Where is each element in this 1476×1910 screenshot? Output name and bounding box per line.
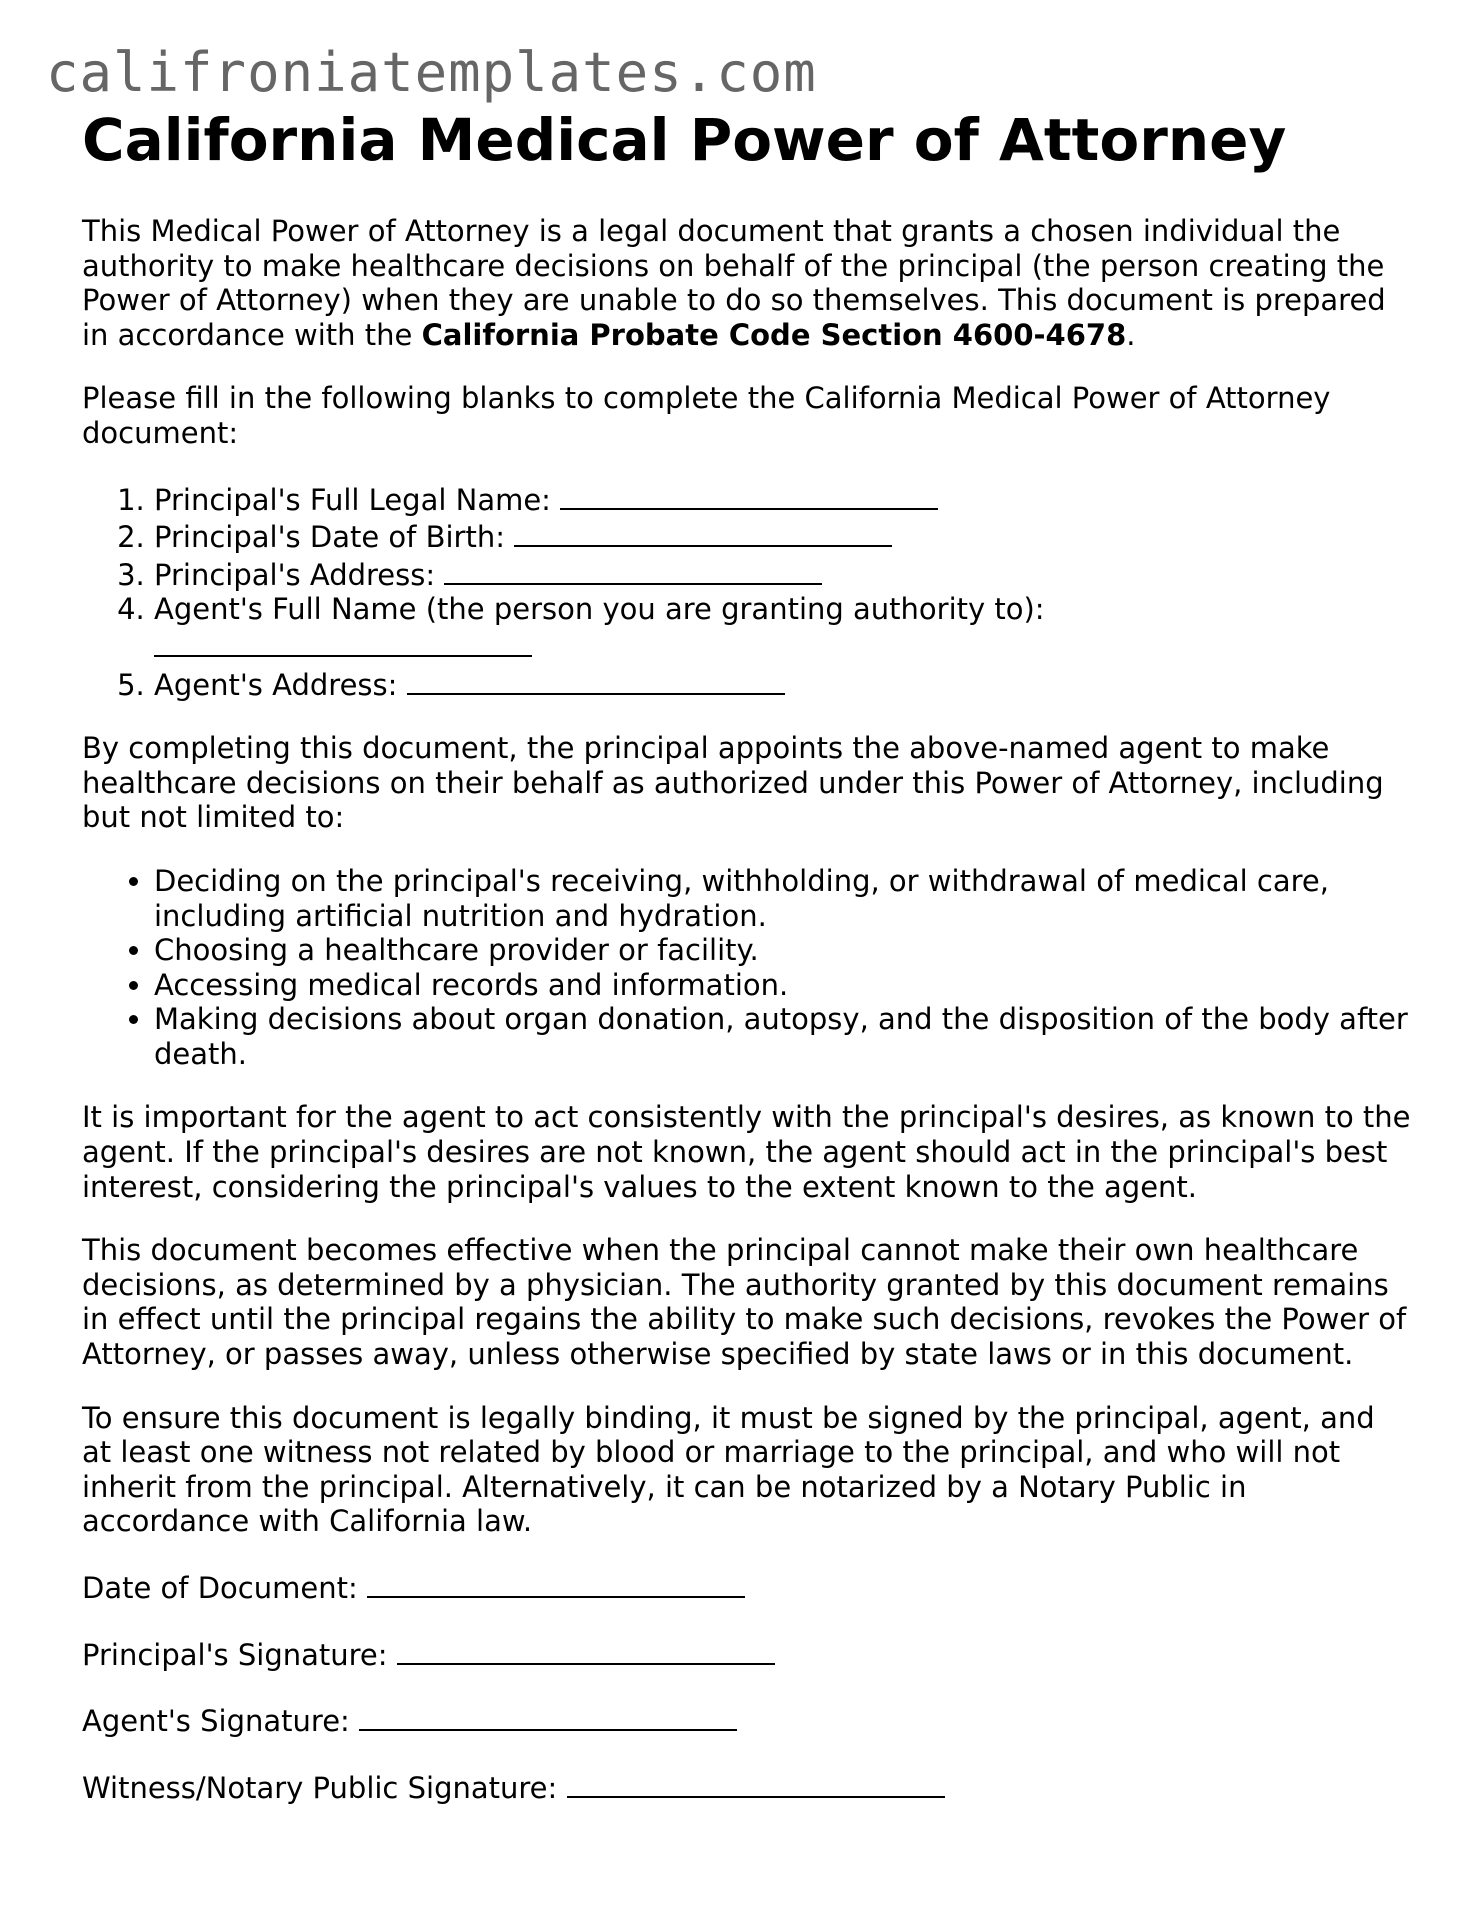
witness-signature-line (82, 1768, 1412, 1806)
field-principal-address (154, 555, 1412, 593)
field-agent-name (154, 592, 1412, 664)
powers-list (82, 864, 1412, 1072)
signature-label: Witness/Notary Public Signature: (82, 1770, 558, 1805)
date-of-document-blank[interactable] (367, 1568, 745, 1598)
principal-name-blank[interactable] (560, 480, 938, 510)
field-label: Principal's Date of Birth: (154, 520, 505, 555)
field-label: Agent's Full Name (the person you are granting authority to): (154, 592, 1045, 627)
power-item: • Accessing medical records and information. (154, 968, 1412, 1003)
principal-signature-blank[interactable] (397, 1635, 775, 1665)
signature-label: Date of Document: (82, 1571, 358, 1605)
intro-text: This Medical Power of Attorney is a legal document that grants a chosen individual the authority to make healthcare decisions on behalf of the principal (the person creating the Power of Attorney) when they are unable to do so themselves. This document is prepared in accordance with the (82, 214, 1386, 352)
principal-address-blank[interactable] (444, 555, 822, 585)
principal-dob-blank[interactable] (514, 517, 892, 547)
agent-name-blank[interactable] (154, 627, 532, 657)
page-title: California Medical Power of Attorney (82, 106, 1287, 174)
power-item: • Making decisions about organ donation, autopsy, and the disposition of the body after death. (154, 1002, 1412, 1071)
appoint-paragraph: By completing this document, the principal appoints the above-named agent to make healthcare decisions on their behalf as authorized under this Power of Attorney, including but not limited to: (82, 731, 1384, 835)
instructions-paragraph: Please fill in the following blanks to complete the California Medical Power of Attorney document: (82, 381, 1331, 450)
watermark: califroniatemplates.com (46, 41, 817, 104)
intro-end: . (1126, 317, 1136, 352)
agent-signature-blank[interactable] (359, 1701, 737, 1731)
document-page (82, 104, 1412, 1805)
field-label: Principal's Full Legal Name: (154, 482, 551, 517)
field-agent-address (154, 665, 1412, 703)
effective-paragraph: This document becomes effective when the principal cannot make their own healthcare decisions, as determined by a physician. The authority granted by this document remains in effect until the principal regains the ability to make such decisions, revokes the Power of Attorney, or passes away, unless otherwise specified by state laws or in this document. (82, 1233, 1407, 1372)
agent-duty-paragraph: It is important for the agent to act consistently with the principal's desires, as known to the agent. If the principal's desires are not known, the agent should act in the principal's best interest, considering the principal's values to the extent known to the agent. (82, 1100, 1411, 1204)
date-of-document-line (82, 1568, 1412, 1606)
principal-signature-line (82, 1635, 1412, 1673)
agent-address-blank[interactable] (407, 665, 785, 695)
field-label: Agent's Address: (154, 667, 398, 702)
field-label: Principal's Address: (154, 557, 436, 592)
power-item: • Deciding on the principal's receiving, withholding, or withdrawal of medical care, including artificial nutrition and hydration. (154, 864, 1412, 933)
intro-paragraph (82, 214, 1412, 352)
field-principal-name (154, 480, 1412, 518)
field-principal-dob (154, 517, 1412, 555)
probate-code-reference: California Probate Code Section 4600-4678 (421, 317, 1127, 352)
signature-label: Agent's Signature: (82, 1704, 350, 1739)
power-item: • Choosing a healthcare provider or facility. (154, 933, 1412, 968)
agent-signature-line (82, 1701, 1412, 1739)
witness-signature-blank[interactable] (567, 1768, 945, 1798)
binding-paragraph: To ensure this document is legally binding, it must be signed by the principal, agent, and at least one witness not related by blood or marriage to the principal, and who will not inherit from the principal. Alternatively, it can be notarized by a Notary Public in accordance with California law. (82, 1400, 1375, 1539)
fill-in-fields-list (82, 480, 1412, 703)
signature-label: Principal's Signature: (82, 1637, 388, 1672)
